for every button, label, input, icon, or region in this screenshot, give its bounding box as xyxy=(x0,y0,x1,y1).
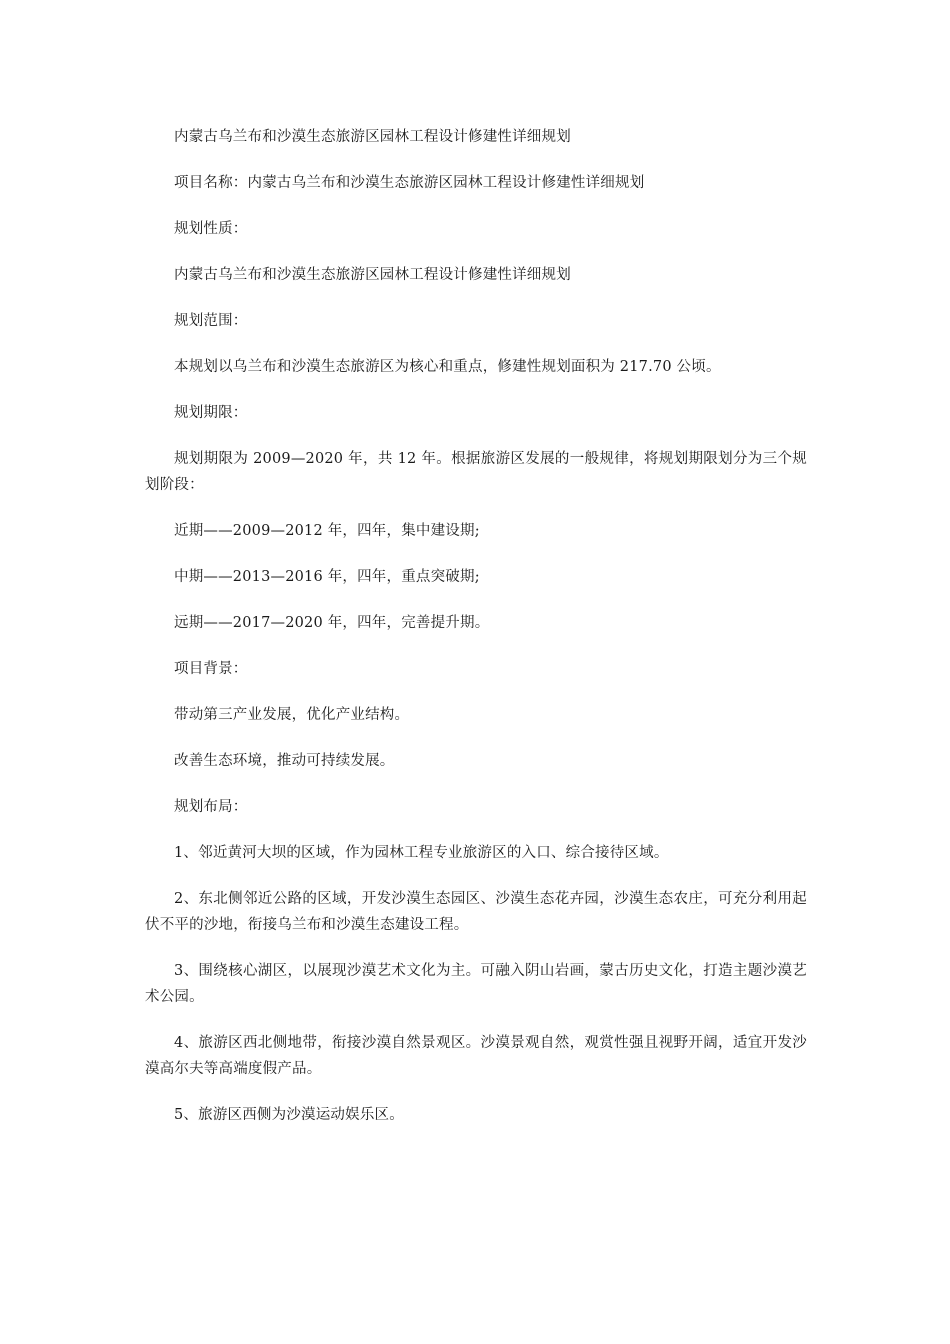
planning-scope-text: 本规划以乌兰布和沙漠生态旅游区为核心和重点，修建性规划面积为 217.70 公顷。 xyxy=(174,359,721,375)
layout-item: 4、旅游区西北侧地带，衔接沙漠自然景观区。沙漠景观自然，观赏性强且视野开阔，适宜开发沙漠高尔夫等高端度假产品。 xyxy=(145,1035,807,1077)
project-name-line: 项目名称：内蒙古乌兰布和沙漠生态旅游区园林工程设计修建性详细规划 xyxy=(174,175,645,191)
layout-item: 5、旅游区西侧为沙漠运动娱乐区。 xyxy=(174,1107,404,1123)
planning-layout-heading: 规划布局： xyxy=(174,799,248,815)
long-term-phase: 远期——2017—2020 年，四年，完善提升期。 xyxy=(174,615,490,631)
planning-nature-heading: 规划性质： xyxy=(174,221,248,237)
mid-term-phase: 中期——2013—2016 年，四年，重点突破期; xyxy=(174,569,480,585)
planning-period-heading: 规划期限： xyxy=(174,405,248,421)
background-item: 改善生态环境，推动可持续发展。 xyxy=(174,753,395,769)
planning-scope-heading: 规划范围： xyxy=(174,313,248,329)
background-item: 带动第三产业发展，优化产业结构。 xyxy=(174,707,410,723)
layout-item: 2、东北侧邻近公路的区域，开发沙漠生态园区、沙漠生态花卉园，沙漠生态农庄，可充分利用起伏不平的沙地，衔接乌兰布和沙漠生态建设工程。 xyxy=(145,891,807,933)
layout-item: 1、邻近黄河大坝的区域，作为园林工程专业旅游区的入口、综合接待区域。 xyxy=(174,845,669,861)
layout-item: 3、围绕核心湖区，以展现沙漠艺术文化为主。可融入阴山岩画，蒙古历史文化，打造主题沙漠艺术公园。 xyxy=(145,963,807,1005)
document-page xyxy=(145,124,807,1148)
near-term-phase: 近期——2009—2012 年，四年，集中建设期; xyxy=(174,523,480,539)
planning-period-text: 规划期限为 2009—2020 年，共 12 年。根据旅游区发展的一般规律，将规划期限划分为三个规划阶段： xyxy=(145,451,807,493)
project-background-heading: 项目背景： xyxy=(174,661,248,677)
document-title: 内蒙古乌兰布和沙漠生态旅游区园林工程设计修建性详细规划 xyxy=(174,129,571,145)
planning-nature-text: 内蒙古乌兰布和沙漠生态旅游区园林工程设计修建性详细规划 xyxy=(174,267,571,283)
